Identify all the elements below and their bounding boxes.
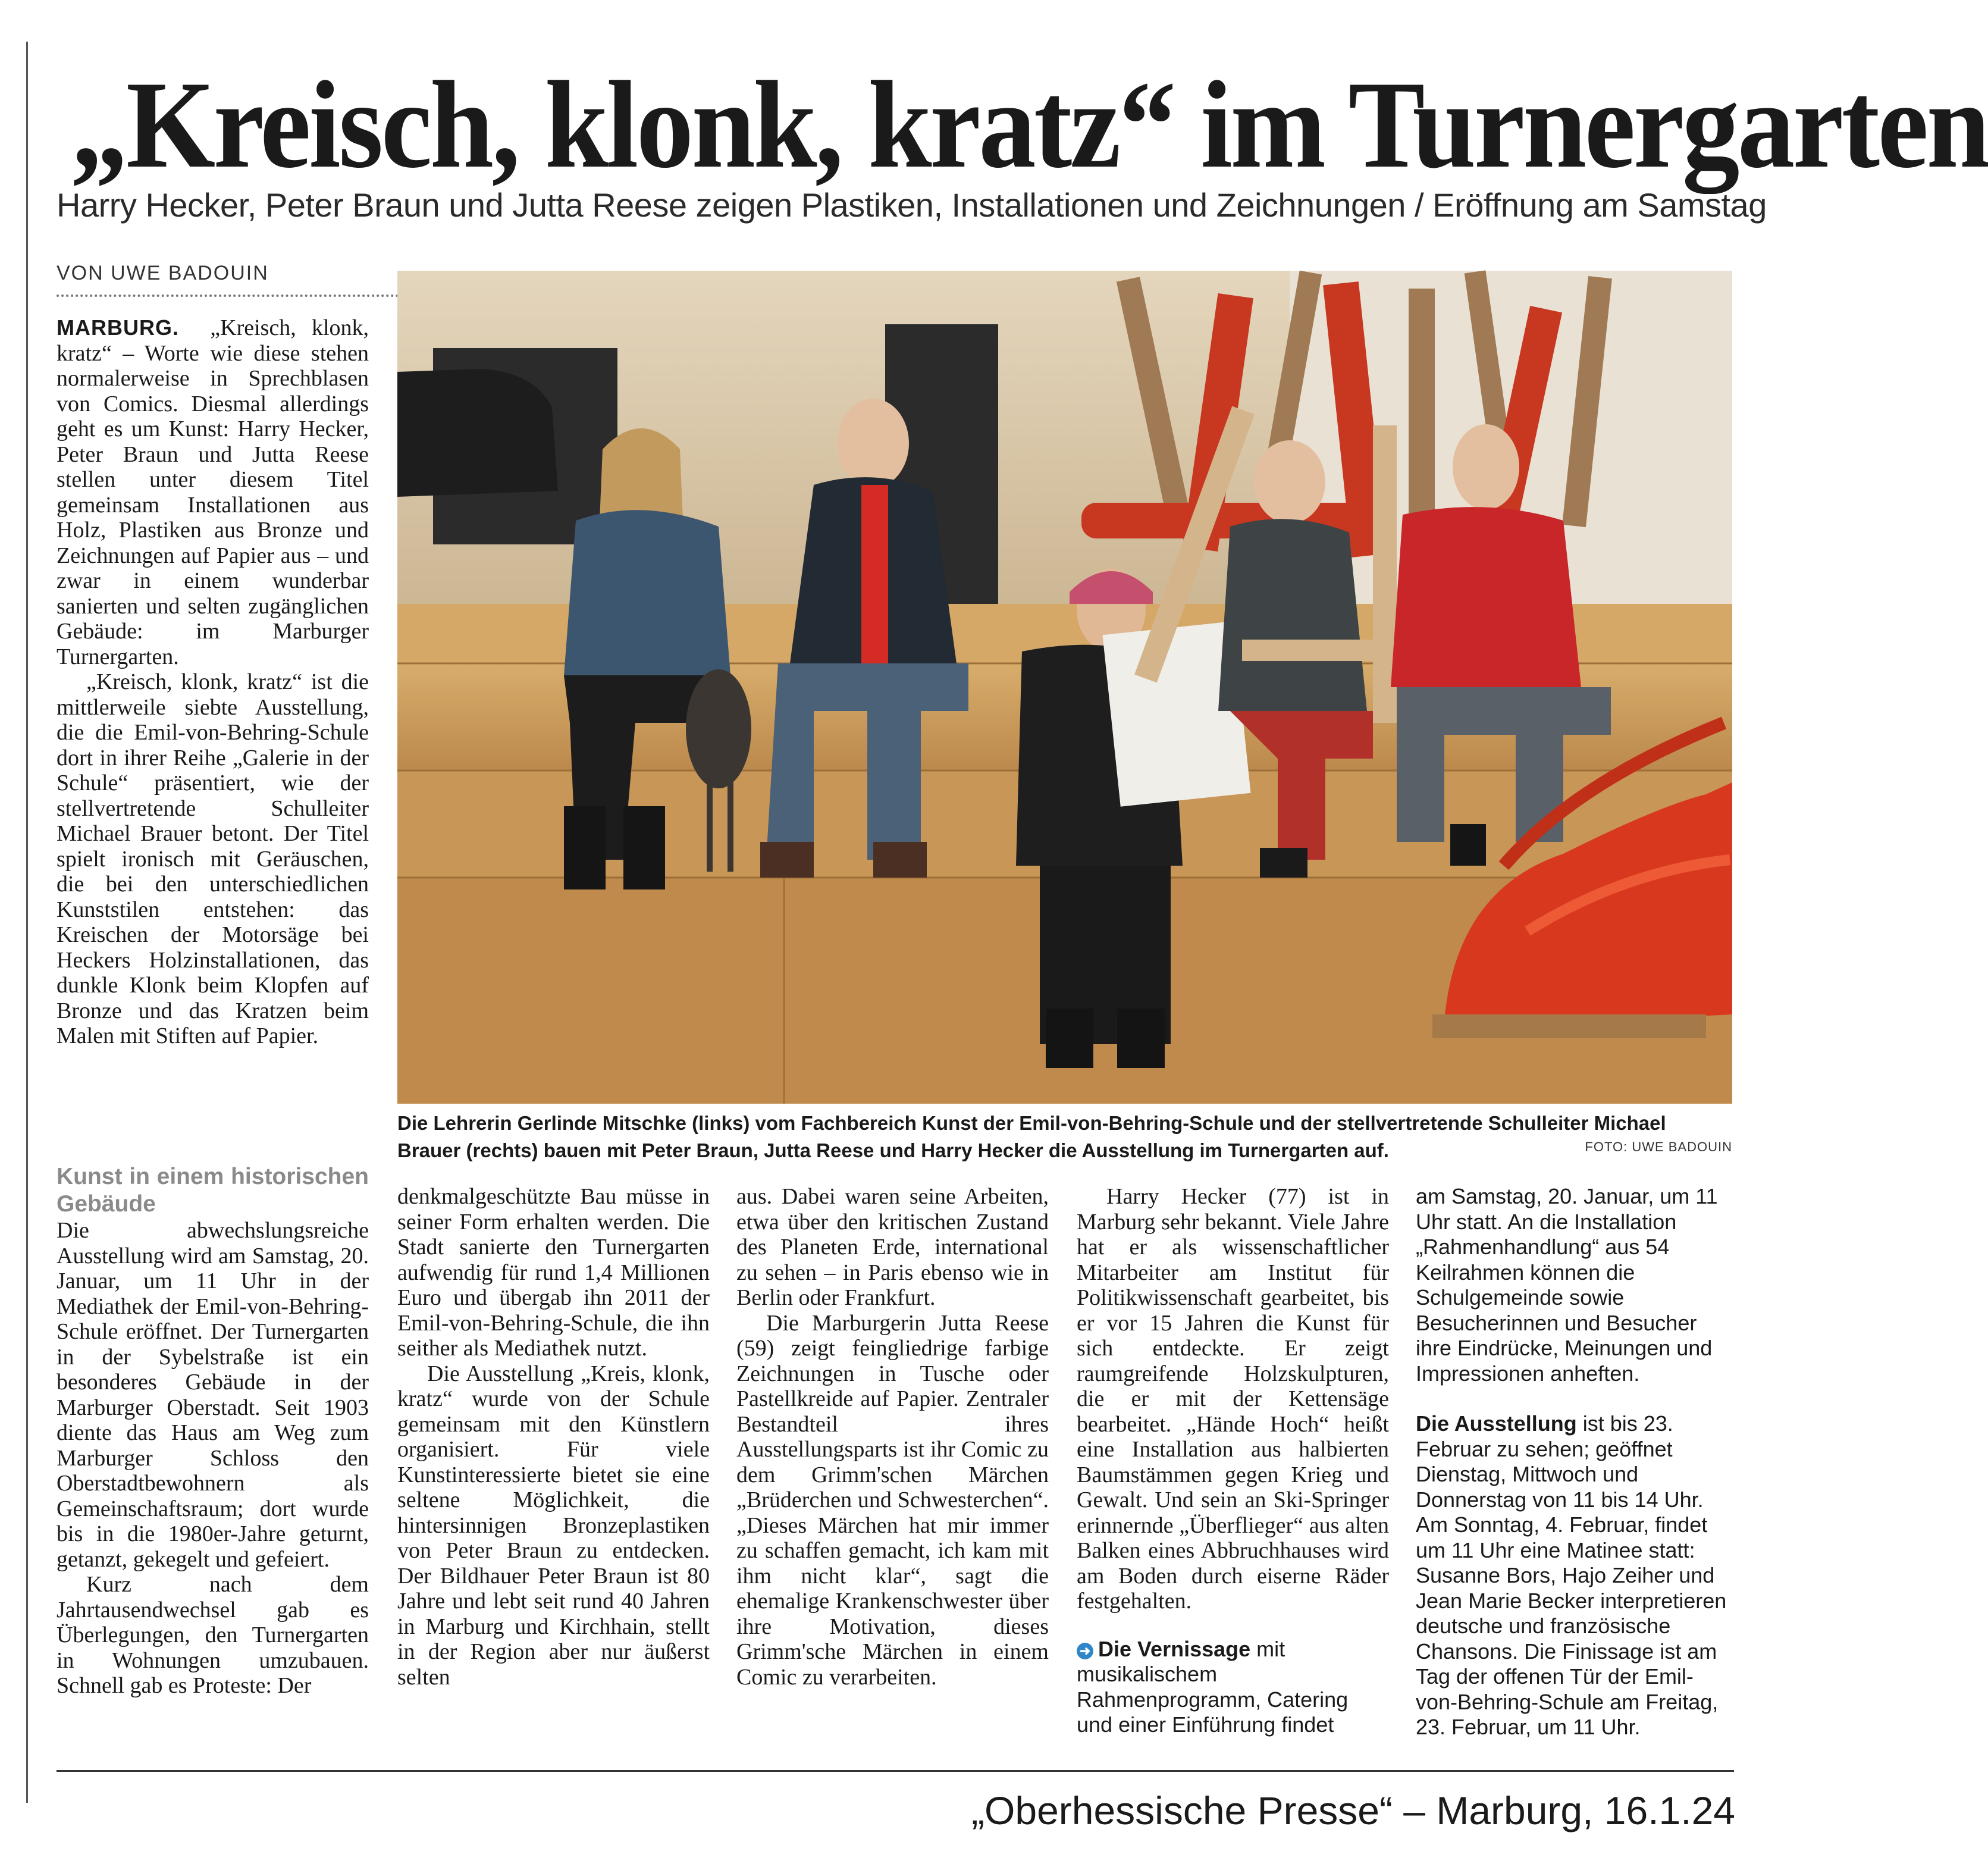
bottom-divider [57, 1770, 1734, 1772]
paragraph [57, 315, 369, 669]
paragraph: Die Ausstellung „Kreis, klonk, kratz“ wurde von der Schule gemeinsam mit den Künstlern organisiert. Für viele Kunstinteressierte bietet sie eine seltene Möglichkeit, die hintersinnigen Bronzeplastiken von Peter Braun zu entdecken. Der Bildhauer Peter Braun ist 80 Jahre und lebt seit rund 40 Jahren in Marburg und Kirchhain, stellt in der Region aber nur äußerst selten [397, 1361, 710, 1690]
subtitle: Harry Hecker, Peter Braun und Jutta Reese zeigen Plastiken, Installationen und Zeichnungen / Eröffnung am Samstag [57, 186, 1767, 224]
info-paragraph [1077, 1637, 1389, 1738]
info-paragraph [1416, 1411, 1731, 1740]
info-lead: Die Vernissage [1098, 1636, 1251, 1661]
subheading: Kunst in einem historischen Gebäude [57, 1164, 369, 1217]
paragraph-text: „Kreisch, klonk, kratz“ – Worte wie diese stehen normalerweise in Sprechblasen von Comics. Diesmal allerdings geht es um Kunst: Harry Hecker, Peter Braun und Jutta Reese stellen unter diesem Titel gemeinsam Installationen aus Holz, Plastiken aus Bronze und Zeichnungen auf Papier aus – und zwar in einem wunderbar sanierten und selten zugänglichen Gebäude: im Marburger Turnergarten. [57, 315, 369, 669]
dateline: MARBURG. [57, 315, 179, 340]
column-1-top [57, 315, 369, 1049]
column-3 [736, 1184, 1049, 1690]
info-text: mit musikalischem Rahmenprogramm, Catering und einer Einführung findet [1077, 1636, 1349, 1737]
paragraph: Kurz nach dem Jahrtausendwechsel gab es Überlegungen, den Turnergarten in Wohnungen umzubauen. Schnell gab es Proteste: Der [57, 1572, 369, 1698]
source-line: „Oberhessische Presse“ – Marburg, 16.1.24 [971, 1788, 1735, 1833]
column-5 [1416, 1184, 1731, 1740]
photo-credit: FOTO: UWE BADOUIN [1585, 1139, 1732, 1154]
byline-divider [57, 295, 399, 297]
column-2 [397, 1184, 710, 1690]
article-photo [397, 271, 1732, 1104]
paragraph: Die abwechslungsreiche Ausstellung wird am Samstag, 20. Januar, um 11 Uhr in der Mediathek der Emil-von-Behring-Schule eröffnet. Der Turnergarten in der Sybelstraße ist ein besonderes Gebäude in der Marburger Oberstadt. Seit 1903 diente das Haus am Weg zum Marburger Schloss den Oberstadtbewohnern als Gemeinschaftsraum; dort wurde bis in die 1980er-Jahre geturnt, getanzt, gekegelt und gefeiert. [57, 1218, 369, 1572]
photo-illustration [397, 271, 1732, 1104]
paragraph: „Kreisch, klonk, kratz“ ist die mittlerweile siebte Ausstellung, die die Emil-von-Behring-Schule dort in ihrer Reihe „Galerie in der Schule“ präsentiert, wie der stellvertretende Schulleiter Michael Brauer betont. Der Titel spielt ironisch mit Geräuschen, die bei den unterschiedlichen Kunststilen entstehen: das Kreischen der Motorsäge bei Heckers Holzinstallationen, das dunkle Klonk beim Klopfen auf Bronze und das Kratzen beim Malen mit Stiften auf Papier. [57, 669, 369, 1048]
arrow-right-icon: ➜ [1077, 1643, 1093, 1659]
column-1-bottom [57, 1163, 369, 1699]
info-lead: Die Ausstellung [1416, 1411, 1577, 1436]
page-margin-rule [26, 42, 28, 1803]
paragraph: denkmalgeschützte Bau müsse in seiner Form erhalten werden. Die Stadt sanierte den Turnergarten aufwendig für rund 1,4 Millionen Euro und übergab ihn 2011 der Emil-von-Behring-Schule, die ihn seither als Mediathek nutzt. [397, 1184, 710, 1361]
paragraph: Die Marburgerin Jutta Reese (59) zeigt feingliedrige farbige Zeichnungen in Tusche oder Pastellkreide auf Papier. Zentraler Bestandteil ihres Ausstellungsparts ist ihr Comic zu dem Grimm'schen Märchen „Brüderchen und Schwesterchen“. „Dieses Märchen hat mir immer zu schaffen gemacht, ich kam mit ihm nicht klar“, sagt die ehemalige Krankenschwester über ihre Motivation, dieses Grimm'sche Märchen in einem Comic zu verarbeiten. [736, 1310, 1049, 1690]
paragraph: aus. Dabei waren seine Arbeiten, etwa über den kritischen Zustand des Planeten Erde, international zu sehen – in Paris ebenso wie in Berlin oder Frankfurt. [736, 1184, 1049, 1310]
photo-caption: Die Lehrerin Gerlinde Mitschke (links) vom Fachbereich Kunst der Emil-von-Behring-Schule und der stellvertretende Schulleiter Michael Brauer (rechts) bauen mit Peter Braun, Jutta Reese und Harry Hecker die Ausstellung im Turnergarten auf. [397, 1112, 1666, 1161]
paragraph: Harry Hecker (77) ist in Marburg sehr bekannt. Viele Jahre hat er als wissenschaftlicher Mitarbeiter am Institut für Politikwissenschaft gearbeitet, bis er vor 15 Jahren die Kunst für sich entdeckte. Er zeigt raumgreifende Holzskulpturen, die er mit der Kettensäge bearbeitet. „Hände Hoch“ heißt eine Installation aus halbierten Baumstämmen gegen Krieg und Gewalt. Und sein an Ski-Springer erinnernde „Überflieger“ aus alten Balken eines Abbruchhauses wird am Boden durch eiserne Räder festgehalten. [1077, 1184, 1389, 1614]
info-paragraph: am Samstag, 20. Januar, um 11 Uhr statt. An die Installation „Rahmenhandlung“ aus 54 Keilrahmen können die Schulgemeinde sowie Besucherinnen und Besucher ihre Eindrücke, Meinungen und Impressionen anheften. [1416, 1184, 1718, 1386]
headline: „Kreisch, klonk, kratz“ im Turnergarten [71, 56, 1988, 194]
column-4 [1077, 1184, 1389, 1738]
info-text: ist bis 23. Februar zu sehen; geöffnet Dienstag, Mittwoch und Donnerstag von 11 bis 14 Uhr. Am Sonntag, 4. Februar, findet um 11 Uhr eine Matinee statt: Susanne Bors, Hajo Zeiher und Jean Marie Becker interpretieren deutsche und französische Chansons. Die Finissage ist am Tag der offenen Tür der Emil-von-Behring-Schule am Freitag, 23. Februar, um 11 Uhr. [1416, 1411, 1727, 1739]
byline: VON UWE BADOUIN [57, 262, 269, 284]
